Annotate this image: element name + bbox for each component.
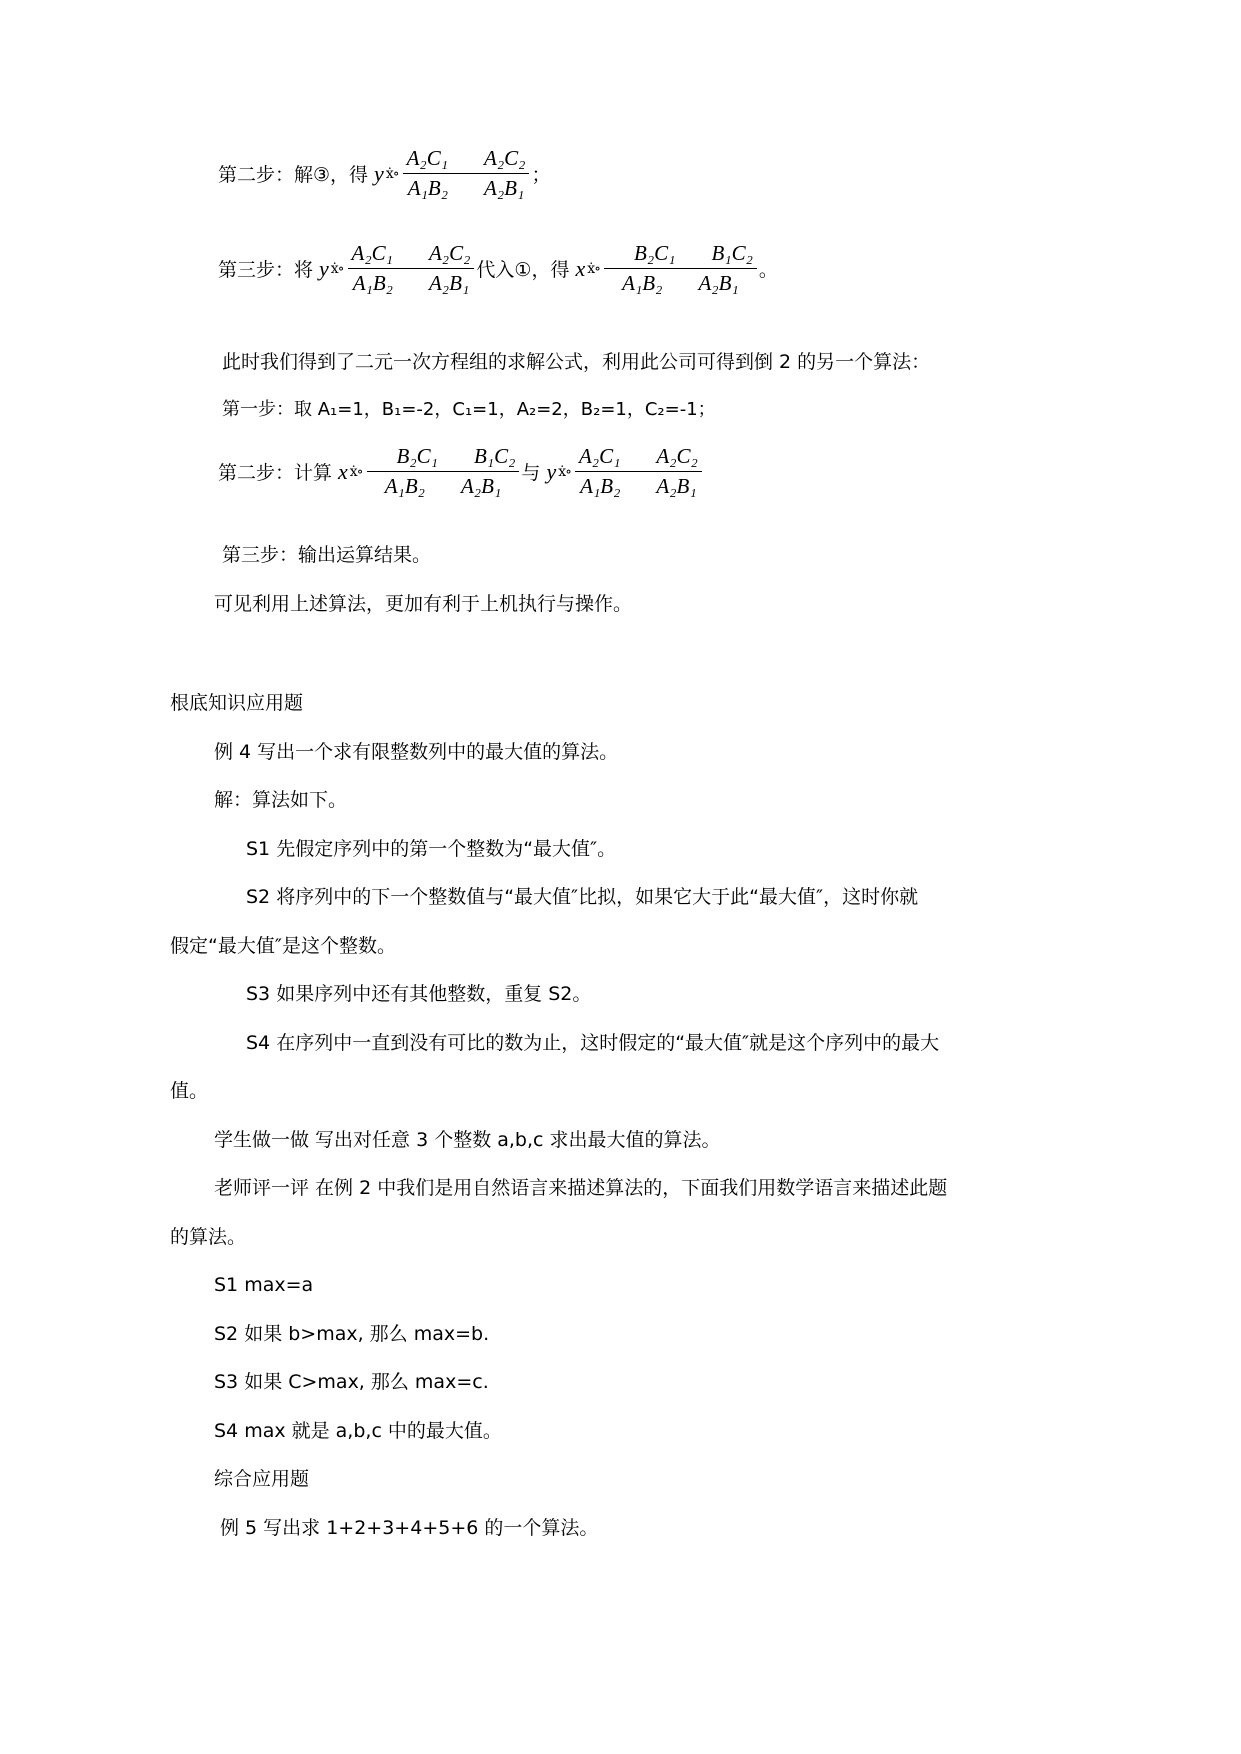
paragraph-first-step: 第一步：取 A₁=1，B₁=-2，C₁=1，A₂=2，B₂=1，C₂=-1； xyxy=(222,399,716,420)
paragraph-s3: S3 如果序列中还有其他整数，重复 S2。 xyxy=(246,983,592,1005)
calc-formula-row xyxy=(218,444,704,499)
section-heading-comprehensive: 综合应用题 xyxy=(214,1468,310,1490)
step3-fraction-y: $\frac{\text{A₂C₁ A₂C₂}}{\text{A₁B₂ A₂B₁}}$ xyxy=(348,241,475,296)
paragraph-third-step: 第三步：输出运算结果。 xyxy=(222,544,432,566)
calc-fraction-x: $\frac{\text{B₂C₁ B₁C₂}}{\text{A₁B₂ A₂B₁}}$ xyxy=(367,444,520,499)
step3-glyph-1: ẋ∘ xyxy=(330,260,344,277)
paragraph-m1: S1 max=a xyxy=(214,1274,314,1296)
calc-mid: 与 xyxy=(521,462,541,484)
paragraph-example-4: 例 4 写出一个求有限整数列中的最大值的算法。 xyxy=(214,741,619,763)
step2-denominator: A₁B₂ A₂B₁ xyxy=(407,176,525,200)
paragraph-conclusion: 可见利用上述算法，更加有利于上机执行与操作。 xyxy=(214,593,633,615)
paragraph-s4-line1: S4 在序列中一直到没有可比的数为止，这时假定的“最大值″就是这个序列中的最大 xyxy=(246,1032,940,1054)
step3-variable-y: y xyxy=(319,255,329,281)
paragraph-m4: S4 max 就是 a,b,c 中的最大值。 xyxy=(214,1420,502,1442)
paragraph-example-5: 例 5 写出求 1+2+3+4+5+6 的一个算法。 xyxy=(220,1517,599,1539)
paragraph-teacher-line1: 老师评一评 在例 2 中我们是用自然语言来描述算法的，下面我们用数学语言来描述此题 xyxy=(214,1177,948,1199)
step3-fraction-x: $\frac{\text{B₂C₁ B₁C₂}}{\text{A₁B₂ A₂B₁}}$ xyxy=(604,241,757,296)
calc-glyph-1: ẋ∘ xyxy=(349,463,363,480)
step3-formula-row xyxy=(218,241,778,296)
calc-variable-x: x xyxy=(338,458,348,484)
step2-glyph: ẋ∘ xyxy=(385,165,399,182)
calc-prefix: 第二步：计算 xyxy=(218,462,333,484)
section-heading-basic: 根底知识应用题 xyxy=(170,692,304,714)
paragraph-m2: S2 如果 b>max, 那么 max=b. xyxy=(214,1323,490,1345)
paragraph-m3: S3 如果 C>max, 那么 max=c. xyxy=(214,1371,489,1393)
paragraph-s4-line2: 值。 xyxy=(170,1080,209,1102)
step3-suffix: 。 xyxy=(758,259,778,281)
step2-formula-row xyxy=(218,146,550,201)
paragraph-s1: S1 先假定序列中的第一个整数为“最大值″。 xyxy=(246,838,617,860)
paragraph-s2-line2: 假定“最大值″是这个整数。 xyxy=(170,935,396,957)
paragraph-teacher-line2: 的算法。 xyxy=(170,1226,247,1248)
calc-fraction-y: $\frac{\text{A₂C₁ A₂C₂}}{\text{A₁B₂ A₂B₁}}$ xyxy=(575,444,702,499)
step2-fraction xyxy=(403,146,530,201)
step3-glyph-2: ẋ∘ xyxy=(587,260,600,277)
step2-prefix: 第二步：解③，得 xyxy=(218,164,369,186)
paragraph-s2-line1: S2 将序列中的下一个整数值与“最大值″比拟，如果它大于此“最大值″，这时你就 xyxy=(246,886,919,908)
step3-variable-x: x xyxy=(575,255,586,281)
step2-suffix: ； xyxy=(531,164,551,186)
paragraph-formula-intro: 此时我们得到了二元一次方程组的求解公式，利用此公司可得到倒 2 的另一个算法： xyxy=(222,351,931,373)
paragraph-student: 学生做一做 写出对任意 3 个整数 a,b,c 求出最大值的算法。 xyxy=(214,1129,721,1151)
step2-variable: y xyxy=(374,160,384,186)
step3-mid: 代入①，得 xyxy=(476,259,570,281)
step3-prefix: 第三步：将 xyxy=(218,259,314,281)
step2-numerator: A₂C₁ A₂C₂ xyxy=(403,146,530,174)
calc-variable-y: y xyxy=(546,458,557,484)
paragraph-solution: 解：算法如下。 xyxy=(214,789,348,811)
calc-glyph-2: ẋ∘ xyxy=(558,463,571,480)
